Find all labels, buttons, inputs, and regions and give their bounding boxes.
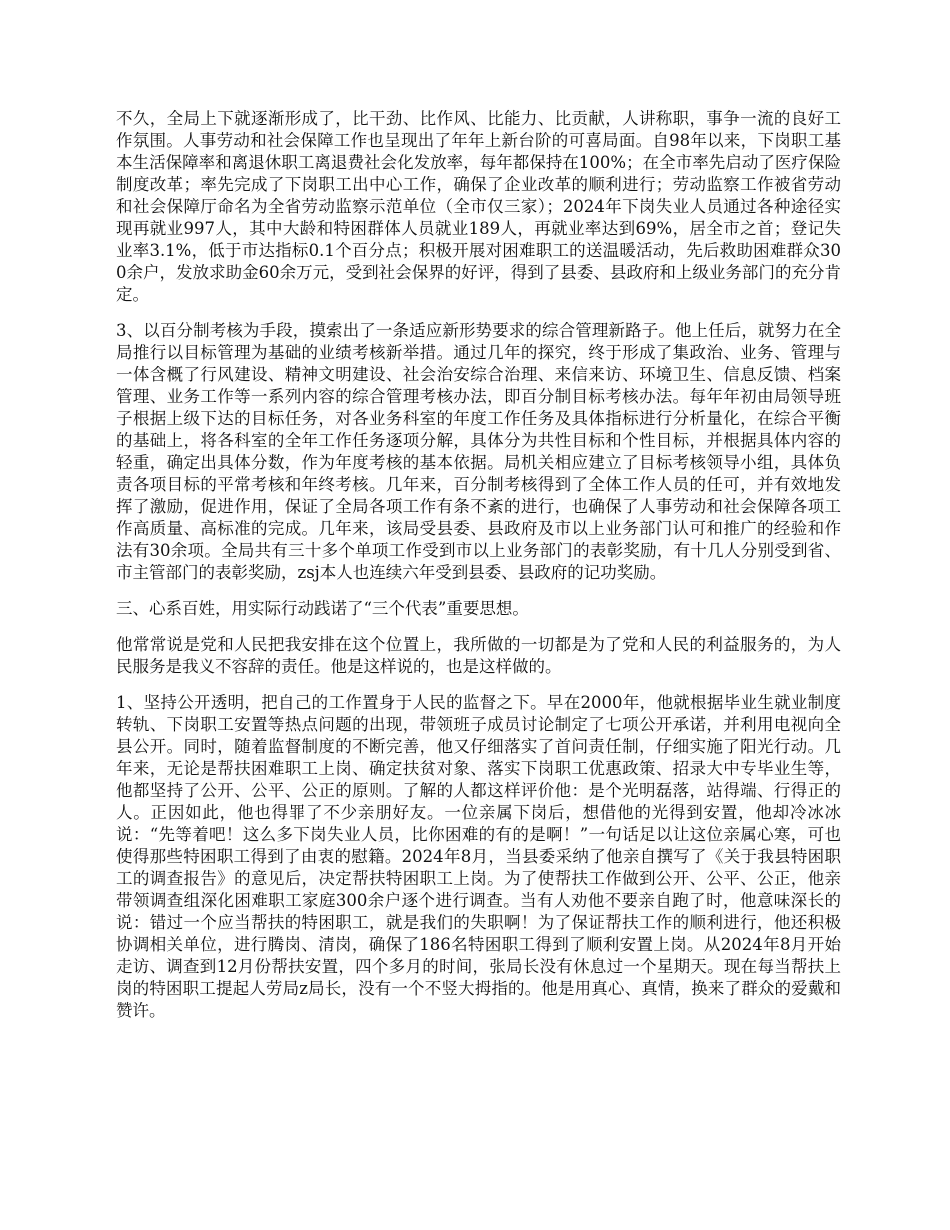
section-heading-three-represents: 三、心系百姓，用实际行动践诺了“三个代表”重要思想。: [116, 599, 529, 618]
paragraph-percentage-assessment: 3、以百分制考核为手段，摸索出了一条适应新形势要求的综合管理新路子。他上任后，就努力在全局推行以目标管理为基础的业绩考核新举措。通过几年的探究，终于形成了集政治、业务、管理与一体含概了行风建设、精神文明建设、社会治安综合治理、来信来访、环境卫生、信息反馈、档案管理、业务工作等一系列内容的综合管理考核办法，即百分制目标考核办法。每年年初由局领导班子根据上级下达的目标任务，对各业务科室的年度工作任务及具体指标进行分析量化，在综合平衡的基础上，将各科室的全年工作任务逐项分解，具体分为共性目标和个性目标，并根据具体内容的轻重，确定出具体分数，作为年度考核的基本依据。局机关相应建立了目标考核领导小组，具体负责各项目标的平常考核和年终考核。几年来，百分制考核得到了全体工作人员的任可，并有效地发挥了激励，促进作用，保证了全局各项工作有条不紊的进行，也确保了人事劳动和社会保障各项工作高质量、高标准的完成。几年来，该局受县委、县政府及市以上业务部门认可和推广的经验和作法有30余项。全局共有三十多个单项工作受到市以上业务部门的表彰奖励，有十几人分别受到省、市主管部门的表彰奖励，zsj本人也连续六年受到县委、县政府的记功奖励。: [116, 321, 841, 582]
paragraph-serve-people: 他常常说是党和人民把我安排在这个位置上，我所做的一切都是为了党和人民的利益服务的，为人民服务是我义不容辞的责任。他是这样说的，也是这样做的。: [116, 635, 841, 676]
paragraph-transparency: 1、坚持公开透明，把自己的工作置身于人民的监督之下。早在2000年，他就根据毕业生就业制度转轨、下岗职工安置等热点问题的出现，带领班子成员讨论制定了七项公开承诺，并利用电视向全县公开。同时，随着监督制度的不断完善，他又仔细落实了首问责任制，仔细实施了阳光行动。几年来，无论是帮扶困难职工上岗、确定扶贫对象、落实下岗职工优惠政策、招录大中专毕业生等，他都坚持了公开、公平、公正的原则。了解的人都这样评价他：是个光明磊落，站得端、行得正的人。正因如此，他也得罪了不少亲朋好友。一位亲属下岗后，想借他的光得到安置，他却冷冰冰说：“先等着吧！这么多下岗失业人员，比你困难的有的是啊！”一句话足以让这位亲属心寒，可也使得那些特困职工得到了由衷的慰籍。2024年8月，当县委采纳了他亲自撰写了《关于我县特困职工的调查报告》的意见后，决定帮扶特困职工上岗。为了使帮扶工作做到公开、公平、公正，他亲带领调查组深化困难职工家庭300余户逐个进行调查。当有人劝他不要亲自跑了时，他意味深长的说：错过一个应当帮扶的特困职工，就是我们的失职啊！为了保证帮扶工作的顺利进行，他还积极协调相关单位，进行腾岗、清岗，确保了186名特困职工得到了顺利安置上岗。从2024年8月开始走访、调查到12月份帮扶安置，四个多月的时间，张局长没有休息过一个星期天。现在每当帮扶上岗的特困职工提起人劳局z局长，没有一个不竖大拇指的。他是用真心、真情，换来了群众的爱戴和赞许。: [116, 693, 841, 1020]
document-body: [116, 108, 841, 1036]
paragraph-achievements: 不久，全局上下就逐渐形成了，比干劲、比作风、比能力、比贡献，人讲称职，事争一流的良好工作氛围。人事劳动和社会保障工作也呈现出了年年上新台阶的可喜局面。自98年以来，下岗职工基本生活保障率和离退休职工离退费社会化发放率，每年都保持在100%；在全市率先启动了医疗保险制度改革；率先完成了下岗职工出中心工作，确保了企业改革的顺利进行；劳动监察工作被省劳动和社会保障厅命名为全省劳动监察示范单位（全市仅三家）；2024年下岗失业人员通过各种途径实现再就业997人，其中大龄和特困群体人员就业189人，再就业率达到69%，居全市之首；登记失业率3.1%，低于市达指标0.1个百分点；积极开展对困难职工的送温暖活动，先后救助困难群众300余户，发放求助金60余万元，受到社会保界的好评，得到了县委、县政府和上级业务部门的充分肯定。: [116, 109, 841, 304]
